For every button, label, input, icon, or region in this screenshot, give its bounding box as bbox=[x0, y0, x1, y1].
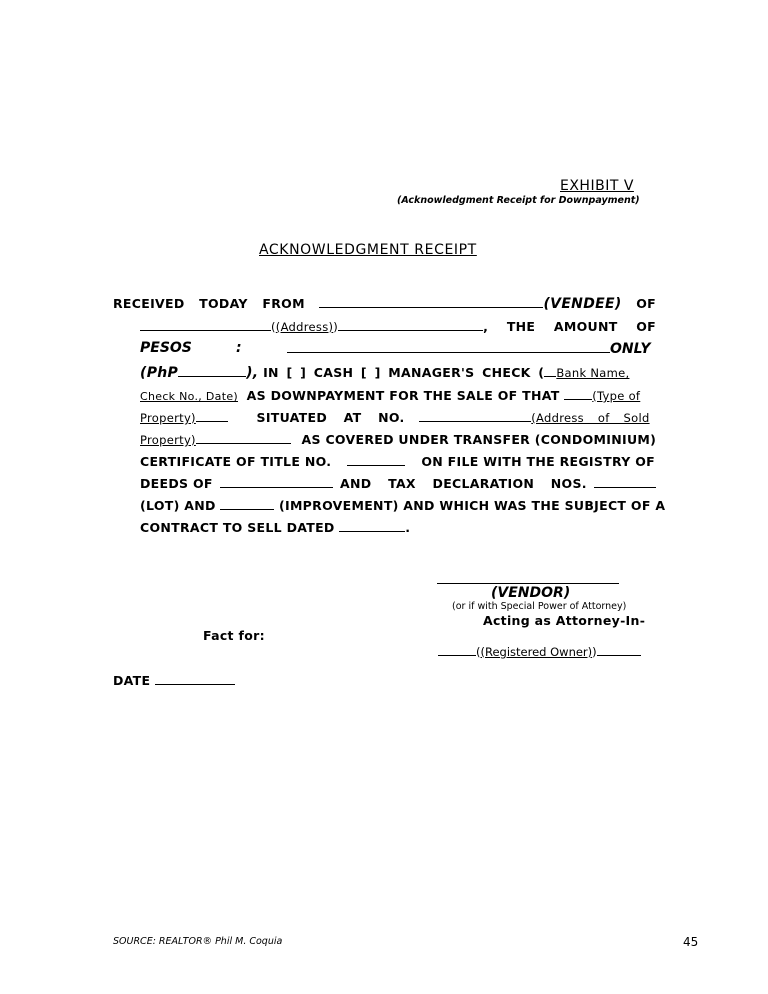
php-close: ), bbox=[246, 365, 259, 381]
property-blank-2[interactable] bbox=[196, 431, 291, 444]
type-of-label: (Type of bbox=[592, 389, 641, 403]
contract-date-blank[interactable] bbox=[339, 519, 405, 532]
bank-name-label: Bank Name, bbox=[556, 366, 630, 380]
address-blank-before[interactable] bbox=[140, 318, 271, 331]
property-label-2: Property) bbox=[140, 433, 196, 447]
vendee-label: (VENDEE) bbox=[543, 296, 622, 312]
title-no-blank[interactable] bbox=[347, 453, 405, 466]
acting-as-label: Acting as Attorney-In- bbox=[483, 613, 646, 628]
date-line bbox=[113, 672, 235, 688]
contract-label: CONTRACT TO SELL DATED bbox=[140, 520, 335, 535]
lot-label: (LOT) AND bbox=[140, 498, 216, 513]
address-blank-after[interactable] bbox=[338, 318, 483, 331]
lot-blank[interactable] bbox=[220, 497, 274, 510]
property-blank-1[interactable] bbox=[196, 409, 228, 422]
line-php bbox=[140, 364, 629, 381]
only-label: ONLY bbox=[610, 341, 651, 357]
address-of-sold-label: (Address of Sold bbox=[531, 411, 650, 425]
line-covered bbox=[140, 431, 656, 447]
on-file-label: ON FILE WITH THE REGISTRY OF bbox=[421, 454, 655, 469]
owner-blank-before[interactable] bbox=[438, 643, 476, 656]
vendor-label: (VENDOR) bbox=[491, 585, 571, 601]
received-label: RECEIVED TODAY FROM bbox=[113, 296, 305, 311]
owner-blank-after[interactable] bbox=[597, 643, 641, 656]
vendee-blank[interactable] bbox=[319, 295, 543, 308]
of-label: OF bbox=[636, 296, 656, 311]
situated-label: SITUATED AT NO. bbox=[256, 410, 405, 425]
certificate-label: CERTIFICATE OF TITLE NO. bbox=[140, 454, 332, 469]
line-certificate bbox=[140, 453, 655, 469]
exhibit-subtitle: (Acknowledgment Receipt for Downpayment) bbox=[397, 195, 640, 206]
registered-owner-label: (Registered Owner) bbox=[480, 645, 593, 659]
deeds-blank[interactable] bbox=[220, 475, 333, 488]
type-blank[interactable] bbox=[564, 387, 592, 400]
php-blank[interactable] bbox=[178, 364, 246, 377]
line-deeds bbox=[140, 475, 656, 491]
line-lot bbox=[140, 497, 665, 513]
date-label: DATE bbox=[113, 673, 151, 688]
vendor-signature-line[interactable] bbox=[437, 583, 619, 584]
pesos-label: PESOS bbox=[140, 340, 192, 356]
line-received bbox=[113, 295, 656, 312]
line-situated bbox=[140, 409, 666, 425]
bank-blank[interactable] bbox=[544, 364, 556, 377]
exhibit-label: EXHIBIT V bbox=[560, 178, 634, 194]
document-title: ACKNOWLEDGMENT RECEIPT bbox=[259, 242, 477, 258]
line-address bbox=[140, 318, 656, 334]
improvement-label: (IMPROVEMENT) AND WHICH WAS THE SUBJECT OF A bbox=[278, 498, 666, 513]
fact-for-label: Fact for: bbox=[203, 628, 265, 643]
line-downpayment bbox=[140, 387, 640, 403]
situated-blank[interactable] bbox=[419, 409, 531, 422]
covered-label: AS COVERED UNDER TRANSFER (CONDOMINIUM) bbox=[301, 432, 657, 447]
spa-note: (or if with Special Power of Attorney) bbox=[452, 601, 627, 612]
payment-method: IN [ ] CASH [ ] MANAGER'S CHECK ( bbox=[263, 365, 545, 380]
page-number: 45 bbox=[683, 935, 699, 949]
deeds-of-label: DEEDS OF bbox=[140, 476, 213, 491]
pesos-blank[interactable] bbox=[287, 340, 610, 353]
check-no-date-label: Check No., Date) bbox=[140, 390, 238, 403]
line-pesos bbox=[140, 340, 656, 356]
footer-source: SOURCE: REALTOR® Phil M. Coquia bbox=[113, 936, 283, 947]
address-label-wrap: ((Address)) bbox=[271, 320, 339, 334]
registered-owner-line: ((Registered Owner)) bbox=[438, 643, 641, 659]
contract-period: . bbox=[405, 520, 411, 535]
tax-decl-label: AND TAX DECLARATION NOS. bbox=[340, 476, 587, 491]
line-contract bbox=[140, 519, 410, 535]
address-label: (Address) bbox=[275, 320, 334, 334]
amount-of-label: , THE AMOUNT OF bbox=[483, 319, 656, 334]
date-blank[interactable] bbox=[155, 672, 235, 685]
tax-decl-blank[interactable] bbox=[594, 475, 656, 488]
pesos-colon: : bbox=[236, 340, 242, 356]
downpayment-label: AS DOWNPAYMENT FOR THE SALE OF THAT bbox=[246, 388, 560, 403]
php-label: (PhP bbox=[140, 365, 179, 381]
property-label-1: Property) bbox=[140, 411, 196, 425]
